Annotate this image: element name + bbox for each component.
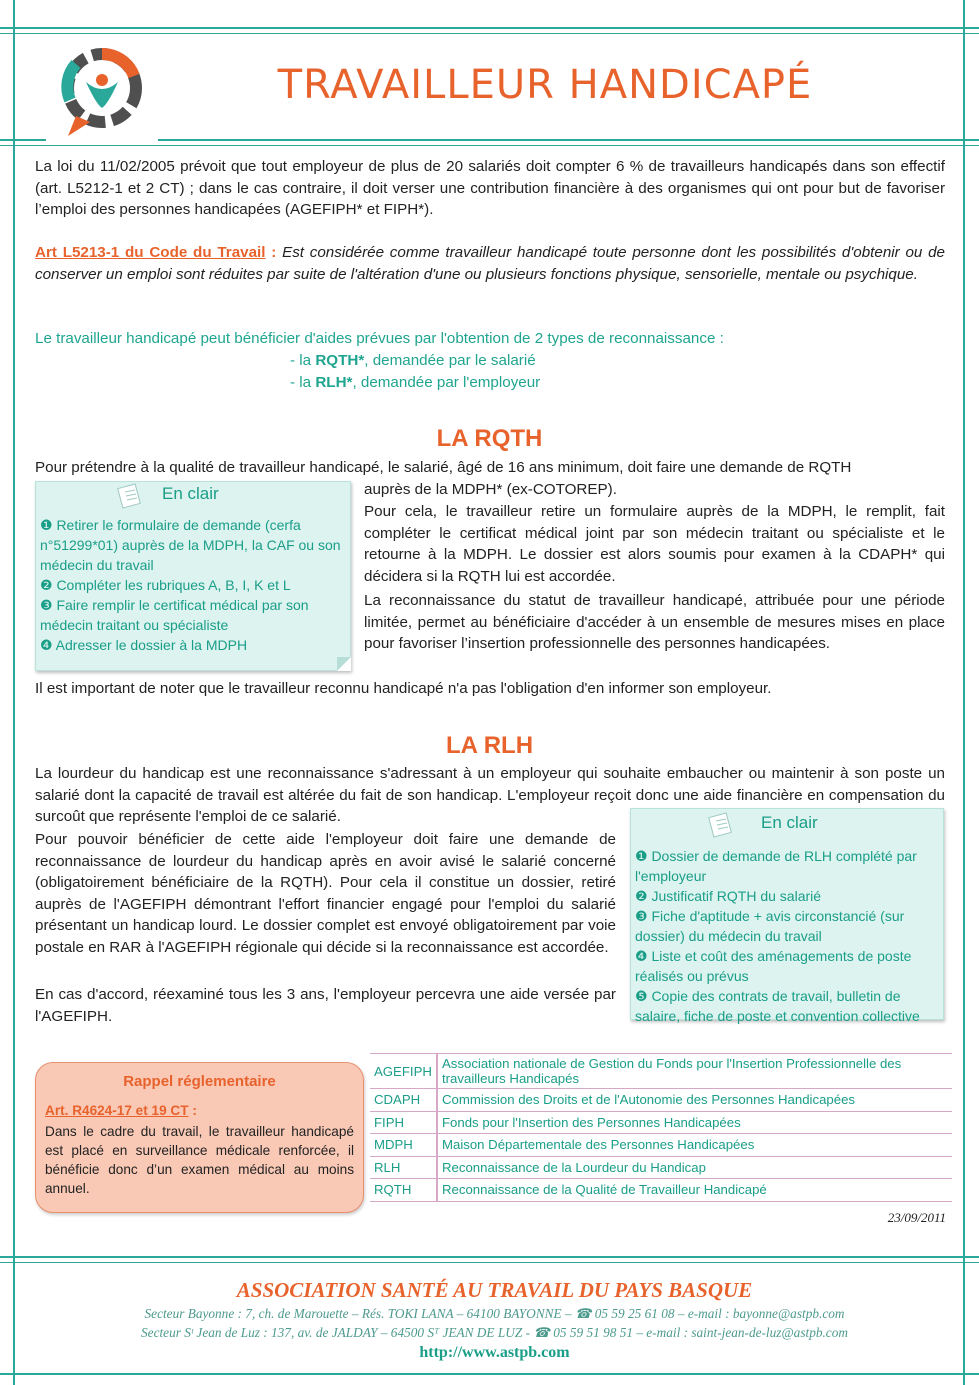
glossary-def: Commission des Droits et de l'Autonomie des Personnes Handicapées <box>437 1089 952 1112</box>
note-icon <box>707 811 741 844</box>
article-sep: : <box>265 244 283 261</box>
rappel-box <box>35 1062 364 1213</box>
footer-top-rule-thin <box>0 1262 979 1263</box>
rappel-ref: Art. R4624-17 et 19 CT <box>45 1103 189 1118</box>
article-paragraph <box>35 242 945 285</box>
footer-title: ASSOCIATION SANTÉ AU TRAVAIL DU PAYS BASQUE <box>236 1278 753 1302</box>
rlh-note-heading: En clair <box>761 813 818 832</box>
article-ref: Art L5213-1 du Code du Travail <box>35 244 266 261</box>
footer-website-link[interactable]: http://www.astpb.com <box>419 1344 570 1361</box>
rlh-note-item: ❷ Justificatif RQTH du salarié <box>635 888 822 904</box>
rappel-text: Dans le cadre du travail, le travailleur handicapé est placé en surveillance médicale renforcée, il bénéficie donc d’un examen médical au moins annuel. <box>45 1124 354 1196</box>
glossary <box>370 1053 952 1202</box>
logo-icon <box>46 36 158 142</box>
rqth-col1: auprès de la MDPH* (ex-COTOREP). <box>364 481 617 498</box>
rlh-note-item: ❹ Liste et coût des aménagements de poste réalisés ou prévus <box>635 948 912 984</box>
frame-left-rule <box>13 0 15 1385</box>
article-text: Est considérée comme travailleur handicapé toute personne dont les possibilités d'obtenir ou de conserver un emploi sont réduites par suite de l'altération d'une ou plusieurs fonctions physique, sensorielle, mentale ou psychique. <box>35 244 946 283</box>
glossary-row <box>370 1156 952 1179</box>
rqth-col3: La reconnaissance du statut de travailleur handicapé, attribuée pour une période limitée, permet au bénéficiaire d'accéder à un ensemble de mesures mises en place pour favoriser l’insertion professionnelle des personnes handicapées. <box>364 592 945 653</box>
glossary-abbr: FIPH <box>370 1111 437 1134</box>
rqth-title: LA RQTH <box>436 425 543 452</box>
rqth-note-item: ❸ Faire remplir le certificat médical par son médecin traitant ou spécialiste <box>40 597 309 633</box>
footer-address-sjdl: Secteur Sᵗ Jean de Luz : 137, av. de JALDAY – 64500 Sᵀ JEAN DE LUZ - ☎ 05 59 51 98 51 – e-mail : saint-jean-de-luz@astpb.com <box>141 1325 848 1340</box>
rappel-ref-line <box>45 1103 197 1118</box>
aid-item-rlh-bold: RLH* <box>315 374 353 391</box>
frame-top-rule <box>0 27 979 29</box>
note-fold <box>337 657 351 671</box>
rlh-line1: La lourdeur du handicap est une reconnaissance s'adressant à un employeur qui souhaite embaucher ou maintenir à son poste un salarié dont la capacité de travail est altérée du fait de son handicap. L'employeur reçoit donc une aide financière en compensation du surcoût que représente l'emploi de ce salarié. <box>35 765 945 826</box>
glossary-row <box>370 1089 952 1112</box>
footer-address-bayonne: Secteur Bayonne : 7, ch. de Marouette – Rés. TOKI LANA – 64100 BAYONNE – ☎ 05 59 25 61 08 – e-mail : bayonne@astpb.com <box>144 1306 845 1321</box>
rqth-note <box>35 481 351 671</box>
frame-top-rule-thin <box>0 33 979 34</box>
glossary-abbr: AGEFIPH <box>370 1054 437 1089</box>
rqth-note-list <box>40 515 352 655</box>
header-bottom-rule-thin <box>0 145 979 146</box>
rqth-note-item: ❷ Compléter les rubriques A, B, I, K et L <box>40 577 291 593</box>
aid-item-rqth-prefix: - la <box>290 352 316 369</box>
aid-item-rqth-bold: RQTH* <box>315 352 365 369</box>
aid-item-rlh-prefix: - la <box>290 374 316 391</box>
glossary-abbr: RQTH <box>370 1179 437 1202</box>
rlh-note-item: ❸ Fiche d'aptitude + avis circonstancié (sur dossier) du médecin du travail <box>635 908 905 944</box>
rlh-note-item: ❺ Copie des contrats de travail, bulletin de salaire, fiche de poste et convention collective <box>635 988 920 1024</box>
glossary-def: Reconnaissance de la Lourdeur du Handicap <box>437 1156 952 1179</box>
glossary-def: Reconnaissance de la Qualité de Travailleur Handicapé <box>437 1179 952 1202</box>
glossary-def: Association nationale de Gestion du Fonds pour l'Insertion Professionnelle des travailleurs Handicapés <box>437 1054 952 1089</box>
rappel-heading: Rappel réglementaire <box>123 1073 276 1090</box>
aid-item-rqth-suffix: , demandée par le salarié <box>364 352 536 369</box>
glossary-abbr: CDAPH <box>370 1089 437 1112</box>
aid-item-rqth <box>290 350 890 372</box>
rlh-note-item: ❶ Dossier de demande de RLH complété par l'employeur <box>635 848 917 884</box>
frame-bottom-rule <box>0 1373 979 1375</box>
rlh-col2: En cas d'accord, réexaminé tous les 3 ans, l'employeur percevra une aide versée par l'AGEFIPH. <box>35 986 616 1025</box>
rqth-col2: Pour cela, le travailleur retire un formulaire auprès de la MDPH, le remplit, fait compléter le certificat médical joint par son médecin traitant ou spécialiste et le retourne à la MDPH. Le dossier est alors soumis pour examen à la CDAPH* qui décidera si la RQTH lui est accordée. <box>364 503 945 585</box>
logo <box>46 36 158 142</box>
glossary-row <box>370 1134 952 1157</box>
note-icon <box>116 482 150 515</box>
rqth-note-item: ❹ Adresser le dossier à la MDPH <box>40 637 248 653</box>
aid-intro: Le travailleur handicapé peut bénéficier d'aides prévues par l'obtention de 2 types de reconnaissance : <box>35 330 724 347</box>
rlh-note-list <box>635 846 941 1026</box>
rqth-line1: Pour prétendre à la qualité de travailleur handicapé, le salarié, âgé de 16 ans minimum, doit faire une demande de RQTH <box>35 459 852 476</box>
aid-item-rlh-suffix: , demandée par l'employeur <box>352 374 541 391</box>
rlh-note <box>630 808 944 1024</box>
rlh-col1: Pour pouvoir bénéficier de cette aide l'employeur doit faire une demande de reconnaissance de lourdeur du handicap après en avoir avisé le salarié concerné (obligatoirement bénéficiaire de la RQTH). Pour cela il constitue un dossier, retiré auprès de l'AGEFIPH démontrant l'effort financier engagé pour l'emploi du salarié présentant un handicap lourd. Le dossier complet est envoyé obligatoirement par voie postale en RAR à l'AGEFIPH régionale qui décide si la reconnaissance est accordée. <box>35 831 616 956</box>
rqth-note-item: ❶ Retirer le formulaire de demande (cerfa n°51299*01) auprès de la MDPH, la CAF ou son médecin du travail <box>40 517 341 573</box>
glossary-abbr: MDPH <box>370 1134 437 1157</box>
glossary-row <box>370 1111 952 1134</box>
rqth-last: Il est important de noter que le travailleur reconnu handicapé n'a pas l'obligation d'en informer son employeur. <box>35 680 772 697</box>
glossary-row <box>370 1179 952 1202</box>
intro-paragraph: La loi du 11/02/2005 prévoit que tout employeur de plus de 20 salariés doit compter 6 % de travailleurs handicapés dans son effectif (art. L5212-1 et 2 CT) ; dans le cas contraire, il doit verser une contribution financière à des organismes qui ont pour but de favoriser l’emploi des personnes handicapées (AGEFIPH* et FIPH*). <box>35 158 945 219</box>
rappel-ref-sep: : <box>188 1103 197 1118</box>
rqth-note-heading: En clair <box>162 484 219 503</box>
rlh-title: LA RLH <box>445 732 534 759</box>
glossary-def: Maison Départementale des Personnes Handicapées <box>437 1134 952 1157</box>
footer-top-rule <box>0 1256 979 1258</box>
glossary-abbr: RLH <box>370 1156 437 1179</box>
glossary-row <box>370 1054 952 1089</box>
glossary-def: Fonds pour l'Insertion des Personnes Handicapées <box>437 1111 952 1134</box>
document-date: 23/09/2011 <box>887 1210 946 1225</box>
aid-item-rlh <box>290 372 890 394</box>
frame-right-rule <box>963 0 965 1385</box>
page-title: TRAVAILLEUR HANDICAPÉ <box>277 62 813 108</box>
glossary-table <box>370 1053 952 1202</box>
